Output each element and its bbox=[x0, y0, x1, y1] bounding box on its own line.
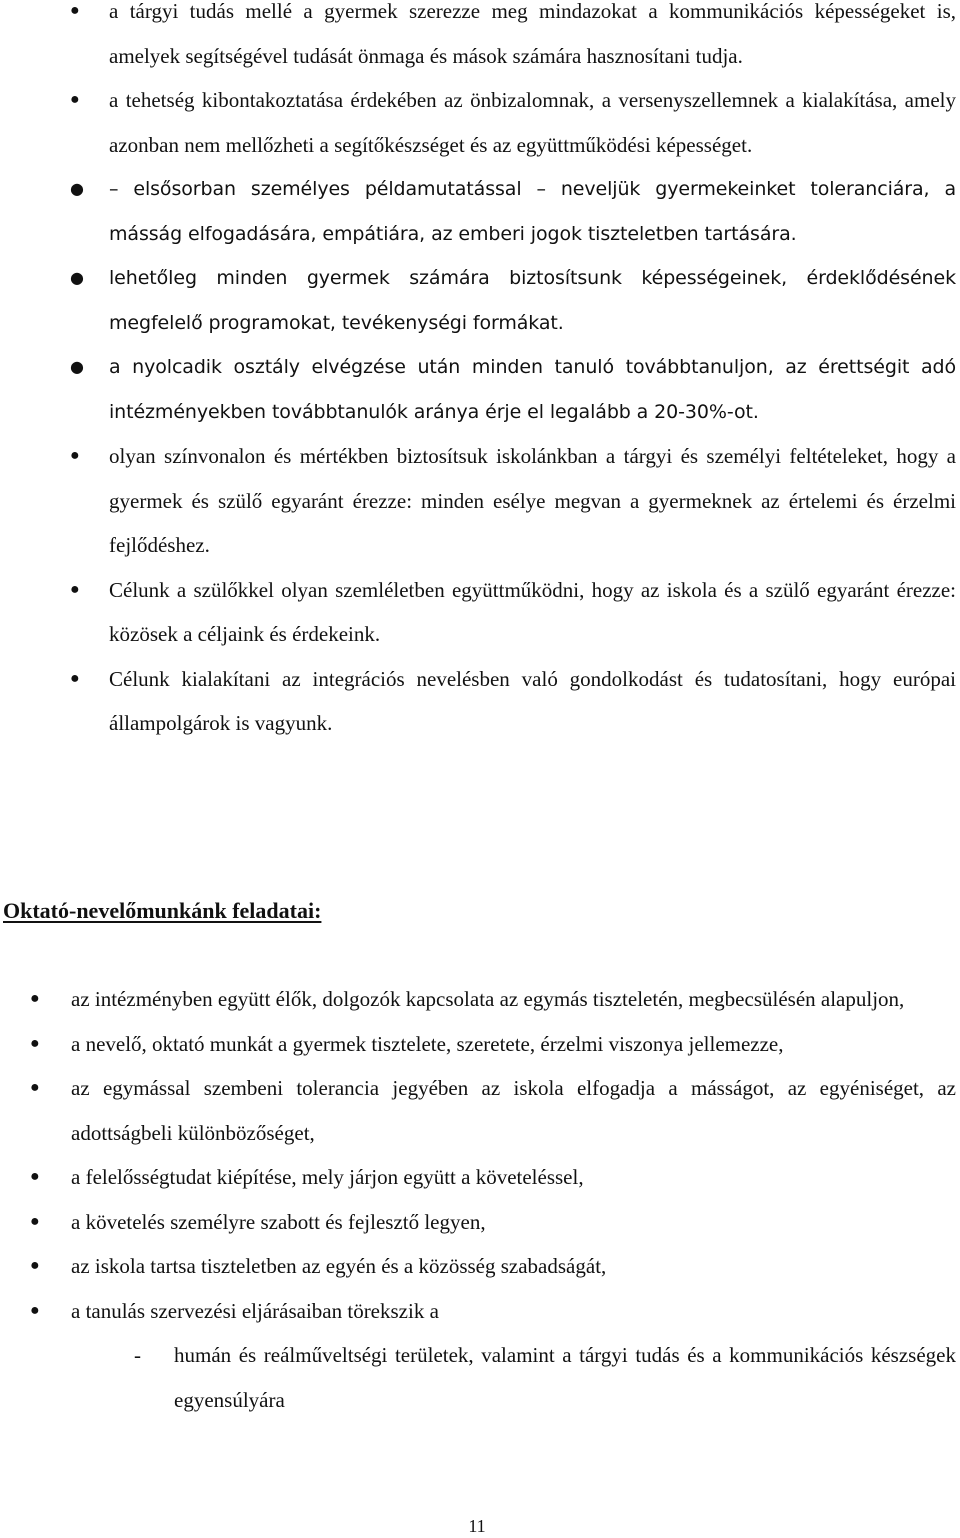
bullet-icon: ● bbox=[30, 1168, 40, 1185]
list-item bbox=[0, 977, 960, 1022]
list-item bbox=[0, 1200, 960, 1245]
list-item-text: a nevelő, oktató munkát a gyermek tisztelete, szeretete, érzelmi viszonya jellemezze, bbox=[71, 1031, 784, 1056]
list-item bbox=[0, 78, 960, 167]
bullet-icon: ● bbox=[70, 268, 84, 287]
bullet-icon: ● bbox=[70, 179, 84, 198]
bullet-icon: ● bbox=[70, 447, 80, 464]
list-item-text: lehetőleg minden gyermek számára biztosítsunk képességeinek, érdeklődésének megfelelő programokat, tevékenységi formákat. bbox=[109, 267, 956, 334]
list-item bbox=[0, 1066, 960, 1155]
bullet-icon: ● bbox=[70, 91, 80, 108]
sub-list-item bbox=[71, 1333, 956, 1422]
list-item-text: olyan színvonalon és mértékben biztosítsuk iskolánkban a tárgyi és személyi feltételeket, hogy a gyermek és szülő egyaránt érezze: minden esélye megvan a gyermeknek az értelemi és érzelmi fejlődéshez. bbox=[109, 444, 956, 557]
list-item-text: a tanulás szervezési eljárásaiban törekszik a bbox=[71, 1298, 439, 1323]
tasks-list bbox=[0, 977, 960, 1422]
bullet-icon: ● bbox=[70, 357, 84, 376]
list-item bbox=[0, 568, 960, 657]
list-item-text: az intézményben együtt élők, dolgozók kapcsolata az egymás tiszteletén, megbecsülésén alapuljon, bbox=[71, 987, 905, 1011]
bullet-icon: ● bbox=[30, 1034, 40, 1052]
list-item-text: a követelés személyre szabott és fejlesztő legyen, bbox=[71, 1209, 486, 1234]
bullet-icon: ● bbox=[70, 2, 80, 19]
list-item-text: a nyolcadik osztály elvégzése után minden tanuló továbbtanuljon, az érettségit adó intézményekben továbbtanulók aránya érje el legalább a 20-30%-ot. bbox=[109, 356, 956, 423]
bullet-icon: ● bbox=[30, 1257, 40, 1274]
bullet-icon: ● bbox=[30, 1301, 40, 1319]
bullet-icon: ● bbox=[30, 990, 40, 1007]
list-item bbox=[0, 434, 960, 568]
bullet-icon: ● bbox=[70, 580, 80, 598]
list-item bbox=[0, 256, 960, 345]
list-item bbox=[0, 345, 960, 434]
list-item-text: az iskola tartsa tiszteletben az egyén és a közösség szabadságát, bbox=[71, 1254, 607, 1278]
list-item bbox=[0, 0, 960, 78]
list-item-text: a tehetség kibontakoztatása érdekében az önbizalomnak, a versenyszellemnek a kialakítása, amely azonban nem mellőzheti a segítőkészséget és az együttműködési képességet. bbox=[109, 88, 956, 157]
list-item-text: a tárgyi tudás mellé a gyermek szerezze meg mindazokat a kommunikációs képességeket is, amelyek segítségével tudását önmaga és mások számára hasznosítani tudja. bbox=[109, 0, 956, 68]
list-item bbox=[0, 1022, 960, 1067]
bullet-icon: ● bbox=[30, 1079, 40, 1096]
goals-list bbox=[0, 0, 960, 746]
list-item-text: a felelősségtudat kiépítése, mely járjon együtt a követeléssel, bbox=[71, 1165, 584, 1189]
sub-list-item-text: humán és reálműveltségi területek, valamint a tárgyi tudás és a kommunikációs készségek egyensúlyára bbox=[174, 1343, 956, 1412]
page-number: 11 bbox=[468, 1516, 486, 1536]
bullet-icon: ● bbox=[30, 1212, 40, 1230]
section-heading: Oktató-nevelőmunkánk feladatai: bbox=[3, 898, 322, 923]
list-item bbox=[0, 657, 960, 746]
list-item-text: – elsősorban személyes példamutatással – neveljük gyermekeinket toleranciára, a másság elfogadására, empátiára, az emberi jogok tiszteletben tartására. bbox=[109, 178, 956, 245]
sub-list bbox=[71, 1333, 956, 1422]
bullet-icon: ● bbox=[70, 669, 80, 687]
list-item-text: az egymással szembeni tolerancia jegyében az iskola elfogadja a másságot, az egyéniséget, az adottságbeli különbözőséget, bbox=[71, 1076, 956, 1145]
list-item bbox=[0, 1244, 960, 1289]
list-item bbox=[0, 1289, 960, 1423]
list-item bbox=[0, 1155, 960, 1200]
list-item-text: Célunk a szülőkkel olyan szemléletben együttműködni, hogy az iskola és a szülő egyaránt érezze: közösek a céljaink és érdekeink. bbox=[109, 577, 956, 646]
dash-marker: - bbox=[134, 1343, 141, 1367]
list-item bbox=[0, 167, 960, 256]
list-item-text: Célunk kialakítani az integrációs nevelésben való gondolkodást és tudatosítani, hogy európai állampolgárok is vagyunk. bbox=[109, 666, 956, 735]
